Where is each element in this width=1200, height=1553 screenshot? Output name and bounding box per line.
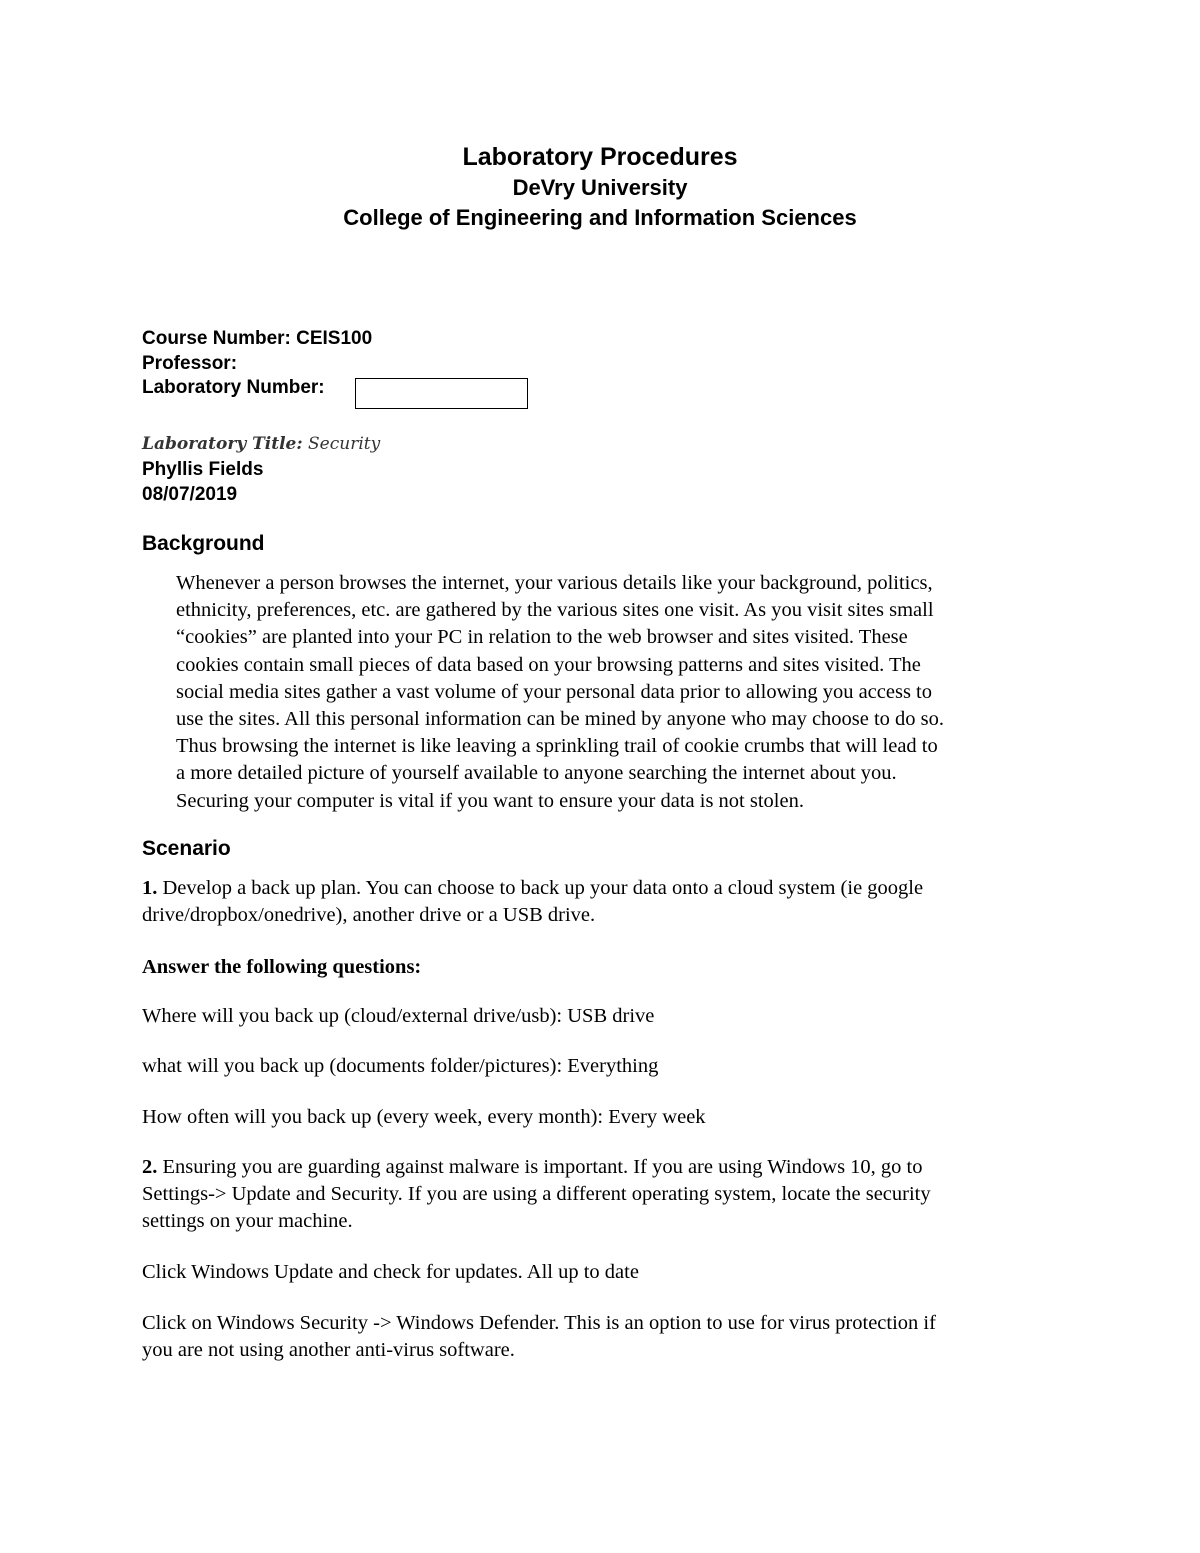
background-line: Whenever a person browses the internet, your various details like your background, politics, xyxy=(176,572,933,594)
lab-number-label: Laboratory Number: xyxy=(142,377,325,398)
windows-update-line: Click Windows Update and check for updates. All up to date xyxy=(142,1261,639,1283)
lab-title-label: Laboratory Title: xyxy=(142,434,303,454)
background-line: social media sites gather a vast volume of your personal data prior to allowing you access to xyxy=(176,680,933,703)
background-line: “cookies” are planted into your PC in relation to the web browser and sites visited. These xyxy=(176,626,908,649)
lab-number-field[interactable] xyxy=(355,378,528,409)
scenario-step-2 xyxy=(142,1154,931,1236)
university-name: DeVry University xyxy=(512,175,688,200)
professor-label: Professor: xyxy=(142,352,238,374)
lab-title-value: Security xyxy=(308,434,381,454)
step-1-text-continued: drive/dropbox/onedrive), another drive or a USB drive. xyxy=(142,904,596,927)
course-number: Course Number: CEIS100 xyxy=(142,328,373,349)
background-line: Securing your computer is vital if you want to ensure your data is not stolen. xyxy=(176,789,804,812)
question-backup-frequency: How often will you back up (every week, every month): Every week xyxy=(142,1106,706,1128)
question-backup-location: Where will you back up (cloud/external drive/usb): USB drive xyxy=(142,1005,655,1027)
background-line: a more detailed picture of yourself available to anyone searching the internet about you. xyxy=(176,762,897,785)
author-name: Phyllis Fields xyxy=(142,459,264,480)
question-backup-content: what will you back up (documents folder/pictures): Everything xyxy=(142,1055,659,1077)
background-paragraph xyxy=(176,570,944,815)
step-2-number: 2. xyxy=(142,1156,158,1178)
background-line: Thus browsing the internet is like leaving a sprinkling trail of cookie crumbs that will lead to xyxy=(176,735,938,758)
defender-line: you are not using another anti-virus software. xyxy=(142,1339,515,1362)
lab-title xyxy=(142,434,380,454)
document-header xyxy=(0,141,1200,233)
background-heading: Background xyxy=(142,532,265,555)
author-date: 08/07/2019 xyxy=(142,484,238,505)
step-1-text: Develop a back up plan. You can choose to back up your data onto a cloud system (ie google xyxy=(157,877,924,899)
course-meta xyxy=(142,327,372,401)
step-2-text: Ensuring you are guarding against malware is important. If you are using Windows 10, go to xyxy=(157,1156,923,1178)
questions-heading: Answer the following questions: xyxy=(142,956,422,978)
windows-defender-paragraph xyxy=(142,1310,936,1364)
step-2-text-continued: settings on your machine. xyxy=(142,1210,353,1233)
background-line: use the sites. All this personal information can be mined by anyone who may choose to do so. xyxy=(176,708,945,731)
document-title: Laboratory Procedures xyxy=(462,143,738,171)
background-line: cookies contain small pieces of data based on your browsing patterns and sites visited. The xyxy=(176,653,921,676)
defender-line: Click on Windows Security -> Windows Defender. This is an option to use for virus protection if xyxy=(142,1312,936,1334)
scenario-heading: Scenario xyxy=(142,837,231,860)
author-block xyxy=(142,457,263,507)
background-line: ethnicity, preferences, etc. are gathered by the various sites one visit. As you visit sites small xyxy=(176,599,934,622)
college-name: College of Engineering and Information Sciences xyxy=(343,205,857,230)
scenario-step-1 xyxy=(142,875,923,929)
step-1-number: 1. xyxy=(142,877,158,899)
step-2-text-continued: Settings-> Update and Security. If you are using a different operating system, locate the security xyxy=(142,1183,931,1206)
